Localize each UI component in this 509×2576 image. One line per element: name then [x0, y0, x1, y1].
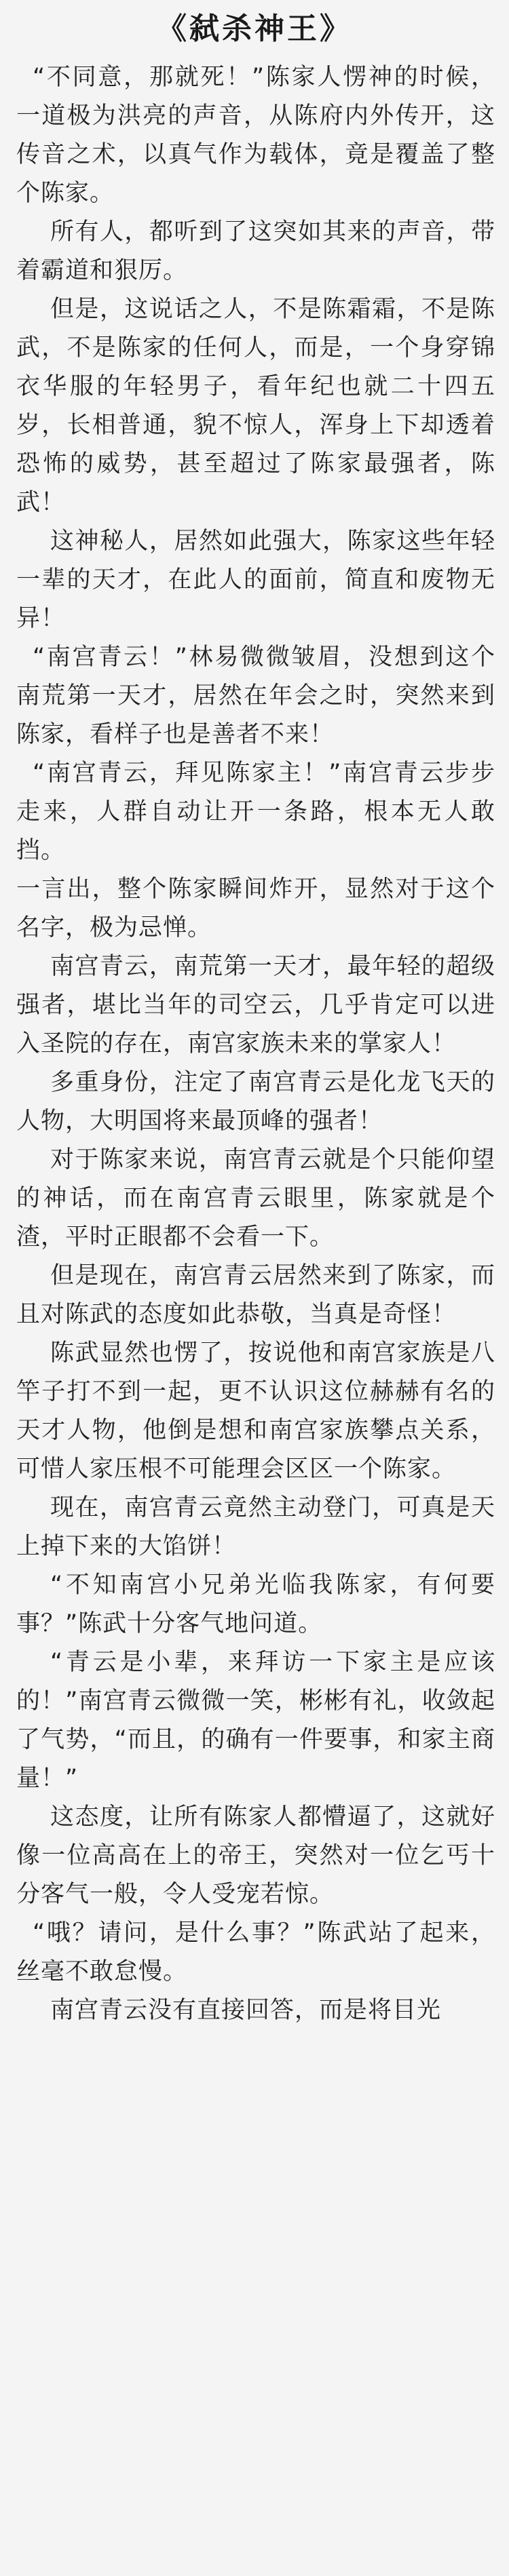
paragraph: 但是，这说话之人，不是陈霜霜，不是陈武，不是陈家的任何人，而是，一个身穿锦衣华服的年轻男子，看年纪也就二十四五岁，长相普通，貌不惊人，浑身上下却透着恐怖的威势，甚至超过了陈家最强者，陈武！ [16, 296, 495, 516]
paragraph: 陈武显然也愣了，按说他和南宫家族是八竿子打不到一起，更不认识这位赫赫有名的天才人物，他倒是想和南宫家族攀点关系，可惜人家压根不可能理会区区一个陈家。 [16, 1340, 495, 1483]
paragraph: “哦？请问，是什么事？”陈武站了起来，丝毫不敢怠慢。 [16, 1919, 495, 1985]
paragraph: 但是现在，南宫青云居然来到了陈家，而且对陈武的态度如此恭敬，当真是奇怪！ [16, 1262, 495, 1328]
paragraph: 多重身份，注定了南宫青云是化龙飞天的人物，大明国将来最顶峰的强者！ [16, 1069, 495, 1135]
article-body [0, 58, 509, 2030]
paragraph: “南宫青云！”林易微微皱眉，没想到这个南荒第一天才，居然在年会之时，突然来到陈家，看样子也是善者不来！ [16, 644, 495, 748]
paragraph: 一言出，整个陈家瞬间炸开，显然对于这个名字，极为忌惮。 [16, 876, 495, 941]
paragraph: 南宫青云没有直接回答，而是将目光 [50, 1997, 442, 2024]
paragraph: 南宫青云，南荒第一天才，最年轻的超级强者，堪比当年的司空云，几乎肯定可以进入圣院的存在，南宫家族未来的掌家人！ [16, 953, 495, 1057]
page-title: 《弑杀神王》 [157, 12, 352, 46]
paragraph: “不同意，那就死！”陈家人愣神的时候，一道极为洪亮的声音，从陈府内外传开，这传音之术，以真气作为载体，竟是覆盖了整个陈家。 [16, 64, 495, 207]
paragraph: 对于陈家来说，南宫青云就是个只能仰望的神话，而在南宫青云眼里，陈家就是个渣，平时正眼都不会看一下。 [16, 1146, 495, 1251]
paragraph: “南宫青云，拜见陈家主！”南宫青云步步走来，人群自动让开一条路，根本无人敢挡。 [16, 760, 495, 864]
paragraph: 这神秘人，居然如此强大，陈家这些年轻一辈的天才，在此人的面前，简直和废物无异！ [16, 528, 495, 632]
paragraph: 这态度，让所有陈家人都懵逼了，这就好像一位高高在上的帝王，突然对一位乞丐十分客气一般，令人受宠若惊。 [16, 1803, 495, 1908]
paragraph: 现在，南宫青云竟然主动登门，可真是天上掉下来的大馅饼！ [16, 1494, 495, 1560]
paragraph: “不知南宫小兄弟光临我陈家，有何要事？”陈武十分客气地问道。 [16, 1572, 495, 1637]
paragraph: “青云是小辈，来拜访一下家主是应该的！”南宫青云微微一笑，彬彬有礼，收敛起了气势，“而且，的确有一件要事，和家主商量！” [16, 1649, 495, 1792]
paragraph: 所有人，都听到了这突如其来的声音，带着霸道和狠厉。 [16, 218, 495, 284]
